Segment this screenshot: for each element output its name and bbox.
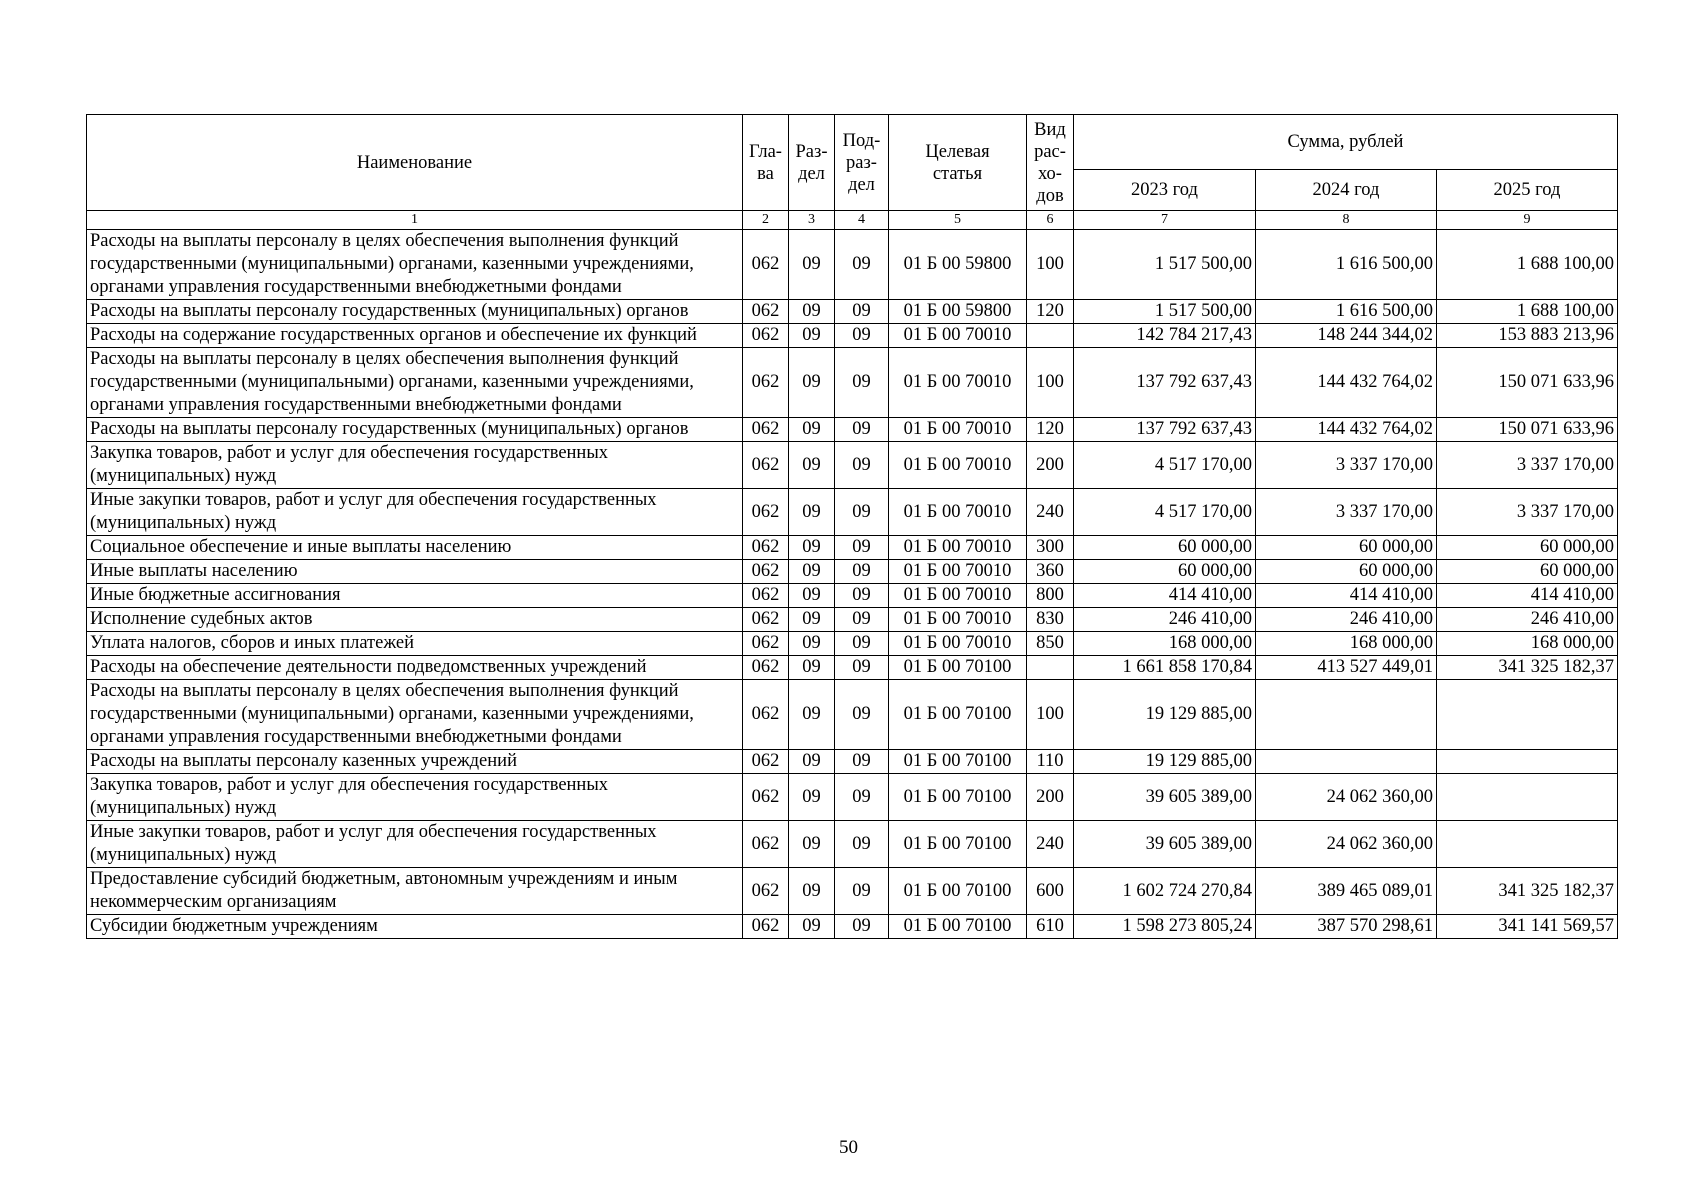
cell-sum-2024: 24 062 360,00 (1256, 821, 1437, 868)
cell-name: Иные бюджетные ассигнования (87, 584, 743, 608)
cell-razdel: 09 (789, 230, 835, 300)
cell-sum-2024: 144 432 764,02 (1256, 348, 1437, 418)
cell-sum-2025: 3 337 170,00 (1437, 489, 1618, 536)
cell-podrazdel: 09 (835, 656, 889, 680)
column-number: 8 (1256, 211, 1437, 230)
cell-glava: 062 (743, 442, 789, 489)
cell-glava: 062 (743, 324, 789, 348)
cell-target: 01 Б 00 59800 (889, 230, 1027, 300)
column-number: 5 (889, 211, 1027, 230)
cell-razdel: 09 (789, 560, 835, 584)
cell-razdel: 09 (789, 632, 835, 656)
cell-target: 01 Б 00 70010 (889, 536, 1027, 560)
cell-target: 01 Б 00 70010 (889, 489, 1027, 536)
column-number: 2 (743, 211, 789, 230)
cell-razdel: 09 (789, 656, 835, 680)
cell-sum-2023: 168 000,00 (1074, 632, 1256, 656)
cell-glava: 062 (743, 750, 789, 774)
cell-sum-2024: 414 410,00 (1256, 584, 1437, 608)
cell-glava: 062 (743, 584, 789, 608)
cell-sum-2025: 341 141 569,57 (1437, 915, 1618, 939)
table-row (87, 560, 1618, 584)
cell-razdel: 09 (789, 300, 835, 324)
cell-razdel: 09 (789, 915, 835, 939)
cell-name: Иные закупки товаров, работ и услуг для обеспечения государственных (муниципальных) нужд (87, 821, 743, 868)
cell-sum-2023: 19 129 885,00 (1074, 750, 1256, 774)
cell-sum-2023: 39 605 389,00 (1074, 774, 1256, 821)
cell-razdel: 09 (789, 868, 835, 915)
cell-name: Уплата налогов, сборов и иных платежей (87, 632, 743, 656)
cell-podrazdel: 09 (835, 348, 889, 418)
cell-name: Предоставление субсидий бюджетным, автономным учреждениям и иным некоммерческим организациям (87, 868, 743, 915)
cell-sum-2023: 1 598 273 805,24 (1074, 915, 1256, 939)
cell-podrazdel: 09 (835, 230, 889, 300)
table-row (87, 750, 1618, 774)
cell-glava: 062 (743, 608, 789, 632)
cell-razdel: 09 (789, 442, 835, 489)
cell-target: 01 Б 00 70100 (889, 656, 1027, 680)
cell-target: 01 Б 00 70010 (889, 584, 1027, 608)
cell-glava: 062 (743, 418, 789, 442)
table-row (87, 348, 1618, 418)
cell-sum-2024: 168 000,00 (1256, 632, 1437, 656)
cell-sum-2023: 1 602 724 270,84 (1074, 868, 1256, 915)
cell-vid: 100 (1027, 230, 1074, 300)
cell-target: 01 Б 00 70010 (889, 632, 1027, 656)
cell-sum-2023: 1 517 500,00 (1074, 230, 1256, 300)
cell-name: Расходы на выплаты персоналу государственных (муниципальных) органов (87, 300, 743, 324)
cell-target: 01 Б 00 70010 (889, 324, 1027, 348)
table-row (87, 442, 1618, 489)
table-row (87, 300, 1618, 324)
header-name: Наименование (87, 115, 743, 211)
budget-table (86, 114, 1618, 939)
cell-vid: 100 (1027, 680, 1074, 750)
cell-vid: 200 (1027, 442, 1074, 489)
cell-razdel: 09 (789, 536, 835, 560)
cell-sum-2025: 153 883 213,96 (1437, 324, 1618, 348)
cell-sum-2023: 137 792 637,43 (1074, 418, 1256, 442)
cell-vid: 100 (1027, 348, 1074, 418)
header-year-2024: 2024 год (1256, 170, 1437, 211)
cell-glava: 062 (743, 536, 789, 560)
cell-sum-2025: 1 688 100,00 (1437, 300, 1618, 324)
cell-sum-2024: 387 570 298,61 (1256, 915, 1437, 939)
cell-name: Расходы на обеспечение деятельности подведомственных учреждений (87, 656, 743, 680)
cell-podrazdel: 09 (835, 489, 889, 536)
cell-vid: 610 (1027, 915, 1074, 939)
cell-sum-2023: 4 517 170,00 (1074, 442, 1256, 489)
cell-sum-2025: 150 071 633,96 (1437, 418, 1618, 442)
cell-razdel: 09 (789, 680, 835, 750)
cell-target: 01 Б 00 70010 (889, 442, 1027, 489)
cell-sum-2025: 3 337 170,00 (1437, 442, 1618, 489)
cell-target: 01 Б 00 70100 (889, 868, 1027, 915)
cell-vid: 360 (1027, 560, 1074, 584)
header-year-2025: 2025 год (1437, 170, 1618, 211)
cell-vid: 200 (1027, 774, 1074, 821)
table-header (87, 115, 1618, 230)
cell-sum-2023: 60 000,00 (1074, 536, 1256, 560)
cell-podrazdel: 09 (835, 680, 889, 750)
cell-sum-2023: 39 605 389,00 (1074, 821, 1256, 868)
cell-glava: 062 (743, 656, 789, 680)
cell-podrazdel: 09 (835, 418, 889, 442)
table-row (87, 230, 1618, 300)
cell-sum-2025: 60 000,00 (1437, 536, 1618, 560)
cell-sum-2024 (1256, 680, 1437, 750)
cell-sum-2023: 19 129 885,00 (1074, 680, 1256, 750)
cell-name: Расходы на выплаты персоналу в целях обеспечения выполнения функций государственными (муниципальными) органами, казенными учреждениями, органами управления государственными внебюджетными фондами (87, 230, 743, 300)
header-glava-text: Гла- ва (749, 141, 782, 184)
column-number: 3 (789, 211, 835, 230)
cell-glava: 062 (743, 915, 789, 939)
cell-vid: 300 (1027, 536, 1074, 560)
cell-glava: 062 (743, 230, 789, 300)
cell-sum-2025: 1 688 100,00 (1437, 230, 1618, 300)
column-number: 7 (1074, 211, 1256, 230)
table-body (87, 230, 1618, 939)
cell-name: Расходы на выплаты персоналу казенных учреждений (87, 750, 743, 774)
cell-vid: 850 (1027, 632, 1074, 656)
cell-sum-2024: 1 616 500,00 (1256, 230, 1437, 300)
cell-razdel: 09 (789, 750, 835, 774)
table-row (87, 584, 1618, 608)
header-target (889, 115, 1027, 211)
column-number: 4 (835, 211, 889, 230)
cell-sum-2025: 150 071 633,96 (1437, 348, 1618, 418)
cell-razdel: 09 (789, 418, 835, 442)
cell-sum-2025 (1437, 680, 1618, 750)
header-glava (743, 115, 789, 211)
cell-razdel: 09 (789, 821, 835, 868)
column-number: 6 (1027, 211, 1074, 230)
cell-target: 01 Б 00 70010 (889, 348, 1027, 418)
table-row (87, 774, 1618, 821)
cell-name: Социальное обеспечение и иные выплаты населению (87, 536, 743, 560)
cell-sum-2025: 60 000,00 (1437, 560, 1618, 584)
cell-sum-2023: 142 784 217,43 (1074, 324, 1256, 348)
cell-podrazdel: 09 (835, 868, 889, 915)
cell-name: Закупка товаров, работ и услуг для обеспечения государственных (муниципальных) нужд (87, 774, 743, 821)
cell-glava: 062 (743, 489, 789, 536)
cell-vid: 600 (1027, 868, 1074, 915)
cell-podrazdel: 09 (835, 608, 889, 632)
cell-name: Расходы на выплаты персоналу государственных (муниципальных) органов (87, 418, 743, 442)
cell-glava: 062 (743, 680, 789, 750)
cell-razdel: 09 (789, 324, 835, 348)
cell-podrazdel: 09 (835, 324, 889, 348)
cell-vid: 830 (1027, 608, 1074, 632)
cell-vid (1027, 656, 1074, 680)
cell-target: 01 Б 00 70100 (889, 680, 1027, 750)
cell-sum-2025 (1437, 821, 1618, 868)
cell-sum-2023: 1 661 858 170,84 (1074, 656, 1256, 680)
cell-sum-2024: 60 000,00 (1256, 536, 1437, 560)
cell-sum-2023: 246 410,00 (1074, 608, 1256, 632)
cell-target: 01 Б 00 70010 (889, 560, 1027, 584)
cell-razdel: 09 (789, 584, 835, 608)
cell-name: Закупка товаров, работ и услуг для обеспечения государственных (муниципальных) нужд (87, 442, 743, 489)
cell-vid: 240 (1027, 821, 1074, 868)
cell-podrazdel: 09 (835, 560, 889, 584)
cell-glava: 062 (743, 821, 789, 868)
table-row (87, 489, 1618, 536)
column-number-row (87, 211, 1618, 230)
cell-target: 01 Б 00 59800 (889, 300, 1027, 324)
cell-target: 01 Б 00 70010 (889, 418, 1027, 442)
cell-podrazdel: 09 (835, 584, 889, 608)
cell-name: Расходы на содержание государственных органов и обеспечение их функций (87, 324, 743, 348)
cell-glava: 062 (743, 300, 789, 324)
header-vid-text: Вид рас- хо- дов (1034, 119, 1066, 206)
cell-sum-2024: 3 337 170,00 (1256, 489, 1437, 536)
table-row (87, 608, 1618, 632)
header-podrazdel (835, 115, 889, 211)
cell-name: Расходы на выплаты персоналу в целях обеспечения выполнения функций государственными (муниципальными) органами, казенными учреждениями, органами управления государственными внебюджетными фондами (87, 680, 743, 750)
cell-sum-2023: 60 000,00 (1074, 560, 1256, 584)
header-target-text: Целевая статья (925, 141, 990, 184)
cell-target: 01 Б 00 70100 (889, 774, 1027, 821)
header-razdel (789, 115, 835, 211)
table-row (87, 915, 1618, 939)
cell-glava: 062 (743, 868, 789, 915)
cell-glava: 062 (743, 774, 789, 821)
table-row (87, 821, 1618, 868)
cell-vid: 110 (1027, 750, 1074, 774)
cell-sum-2024: 148 244 344,02 (1256, 324, 1437, 348)
cell-sum-2024: 413 527 449,01 (1256, 656, 1437, 680)
header-vid (1027, 115, 1074, 211)
cell-podrazdel: 09 (835, 915, 889, 939)
cell-razdel: 09 (789, 774, 835, 821)
column-number: 1 (87, 211, 743, 230)
cell-podrazdel: 09 (835, 442, 889, 489)
cell-sum-2025: 168 000,00 (1437, 632, 1618, 656)
cell-podrazdel: 09 (835, 632, 889, 656)
cell-glava: 062 (743, 632, 789, 656)
header-sum: Сумма, рублей (1074, 115, 1618, 170)
table-row (87, 632, 1618, 656)
table-row (87, 418, 1618, 442)
column-number: 9 (1437, 211, 1618, 230)
table-row (87, 680, 1618, 750)
cell-sum-2024 (1256, 750, 1437, 774)
cell-sum-2023: 1 517 500,00 (1074, 300, 1256, 324)
table-row (87, 868, 1618, 915)
cell-sum-2025: 341 325 182,37 (1437, 868, 1618, 915)
cell-sum-2025 (1437, 750, 1618, 774)
cell-sum-2025 (1437, 774, 1618, 821)
table-row (87, 324, 1618, 348)
cell-name: Исполнение судебных актов (87, 608, 743, 632)
cell-podrazdel: 09 (835, 300, 889, 324)
cell-razdel: 09 (789, 489, 835, 536)
cell-glava: 062 (743, 348, 789, 418)
cell-sum-2024: 3 337 170,00 (1256, 442, 1437, 489)
cell-sum-2025: 246 410,00 (1437, 608, 1618, 632)
table-row (87, 656, 1618, 680)
cell-sum-2023: 137 792 637,43 (1074, 348, 1256, 418)
cell-podrazdel: 09 (835, 536, 889, 560)
cell-sum-2024: 24 062 360,00 (1256, 774, 1437, 821)
header-year-2023: 2023 год (1074, 170, 1256, 211)
cell-sum-2024: 60 000,00 (1256, 560, 1437, 584)
header-razdel-text: Раз- дел (795, 141, 828, 184)
cell-vid: 120 (1027, 300, 1074, 324)
cell-name: Иные выплаты населению (87, 560, 743, 584)
cell-razdel: 09 (789, 608, 835, 632)
page-number: 50 (839, 1137, 858, 1158)
cell-sum-2024: 246 410,00 (1256, 608, 1437, 632)
header-podrazdel-text: Под- раз- дел (842, 130, 881, 195)
cell-sum-2024: 389 465 089,01 (1256, 868, 1437, 915)
cell-podrazdel: 09 (835, 774, 889, 821)
cell-name: Расходы на выплаты персоналу в целях обеспечения выполнения функций государственными (муниципальными) органами, казенными учреждениями, органами управления государственными внебюджетными фондами (87, 348, 743, 418)
cell-vid: 800 (1027, 584, 1074, 608)
cell-target: 01 Б 00 70100 (889, 750, 1027, 774)
cell-sum-2023: 4 517 170,00 (1074, 489, 1256, 536)
cell-sum-2023: 414 410,00 (1074, 584, 1256, 608)
cell-target: 01 Б 00 70100 (889, 821, 1027, 868)
cell-name: Иные закупки товаров, работ и услуг для обеспечения государственных (муниципальных) нужд (87, 489, 743, 536)
cell-vid: 240 (1027, 489, 1074, 536)
cell-glava: 062 (743, 560, 789, 584)
table-row (87, 536, 1618, 560)
cell-target: 01 Б 00 70100 (889, 915, 1027, 939)
cell-podrazdel: 09 (835, 750, 889, 774)
cell-vid: 120 (1027, 418, 1074, 442)
cell-sum-2024: 1 616 500,00 (1256, 300, 1437, 324)
cell-sum-2024: 144 432 764,02 (1256, 418, 1437, 442)
cell-sum-2025: 341 325 182,37 (1437, 656, 1618, 680)
cell-vid (1027, 324, 1074, 348)
cell-target: 01 Б 00 70010 (889, 608, 1027, 632)
cell-name: Субсидии бюджетным учреждениям (87, 915, 743, 939)
cell-sum-2025: 414 410,00 (1437, 584, 1618, 608)
cell-razdel: 09 (789, 348, 835, 418)
cell-podrazdel: 09 (835, 821, 889, 868)
